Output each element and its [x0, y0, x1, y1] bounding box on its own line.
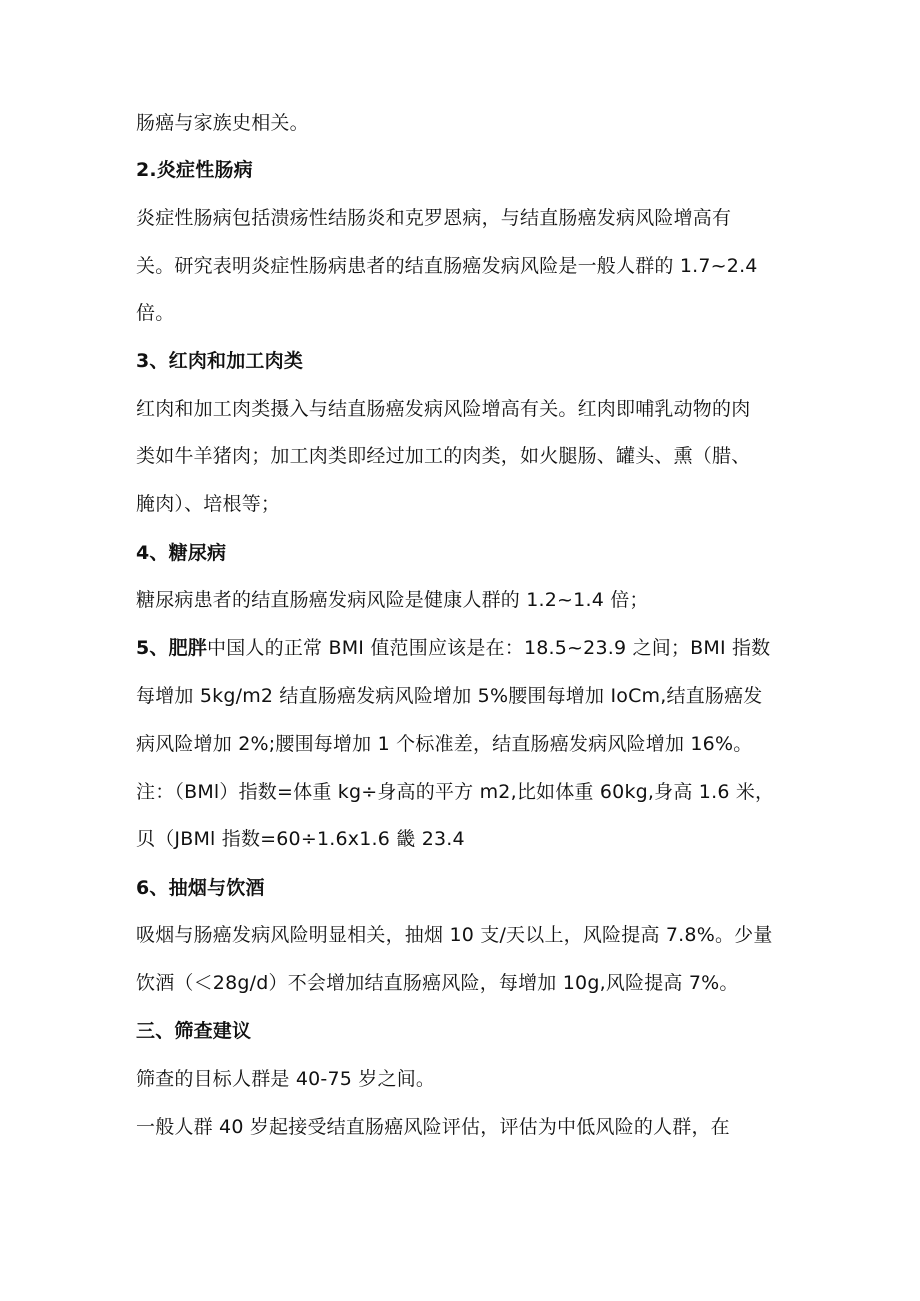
paragraph-line: 吸烟与肠癌发病风险明显相关，抽烟 10 支/天以上，风险提高 7.8%。少量 [136, 924, 773, 946]
paragraph-line: 饮酒（＜28g/d）不会增加结直肠癌风险，每增加 10g,风险提高 7%。 [136, 972, 739, 994]
paragraph-line: 炎症性肠病包括溃疡性结肠炎和克罗恩病，与结直肠癌发病风险增高有 [136, 207, 732, 229]
note-line: 注：（BMl）指数=体重 kg÷身高的平方 m2,比如体重 60kg,身高 1.6 米， [136, 781, 775, 803]
paragraph-line: 每增加 5kg/m2 结直肠癌发病风险增加 5%腰围每增加 IoCm,结直肠癌发 [136, 685, 763, 707]
paragraph-line: 一般人群 40 岁起接受结直肠癌风险评估，评估为中低风险的人群，在 [136, 1116, 730, 1138]
paragraph-line: 肠癌与家族史相关。 [136, 112, 309, 134]
note-line: 贝（JBMl 指数=60÷1.6x1.6 畿 23.4 [136, 828, 465, 850]
paragraph-line: 病风险增加 2%;腰围每增加 1 个标准差，结直肠癌发病风险增加 16%。 [136, 733, 753, 755]
paragraph-line-obesity [136, 635, 770, 661]
section-heading-smoking-drinking: 6、抽烟与饮酒 [136, 877, 265, 899]
paragraph-line: 筛查的目标人群是 40-75 岁之间。 [136, 1068, 436, 1090]
paragraph-line: 倍。 [136, 302, 175, 324]
section-heading-obesity: 5、肥胖 [136, 637, 208, 659]
section-heading-ibd: 2.炎症性肠病 [136, 159, 253, 181]
paragraph-line: 关。研究表明炎症性肠病患者的结直肠癌发病风险是一般人群的 1.7~2.4 [136, 255, 758, 277]
section-heading-diabetes: 4、糖尿病 [136, 542, 227, 564]
paragraph-text: 中国人的正常 BMI 值范围应该是在：18.5~23.9 之间；BMI 指数 [207, 637, 771, 659]
paragraph-line: 类如牛羊猪肉；加工肉类即经过加工的肉类，如火腿肠、罐头、熏（腊、 [136, 445, 751, 467]
paragraph-line: 腌肉）、培根等； [136, 493, 281, 515]
section-heading-screening: 三、筛查建议 [136, 1020, 252, 1042]
paragraph-line: 糖尿病患者的结直肠癌发病风险是健康人群的 1.2~1.4 倍； [136, 589, 649, 611]
section-heading-red-meat: 3、红肉和加工肉类 [136, 350, 304, 372]
paragraph-line: 红肉和加工肉类摄入与结直肠癌发病风险增高有关。红肉即哺乳动物的肉 [136, 398, 751, 420]
